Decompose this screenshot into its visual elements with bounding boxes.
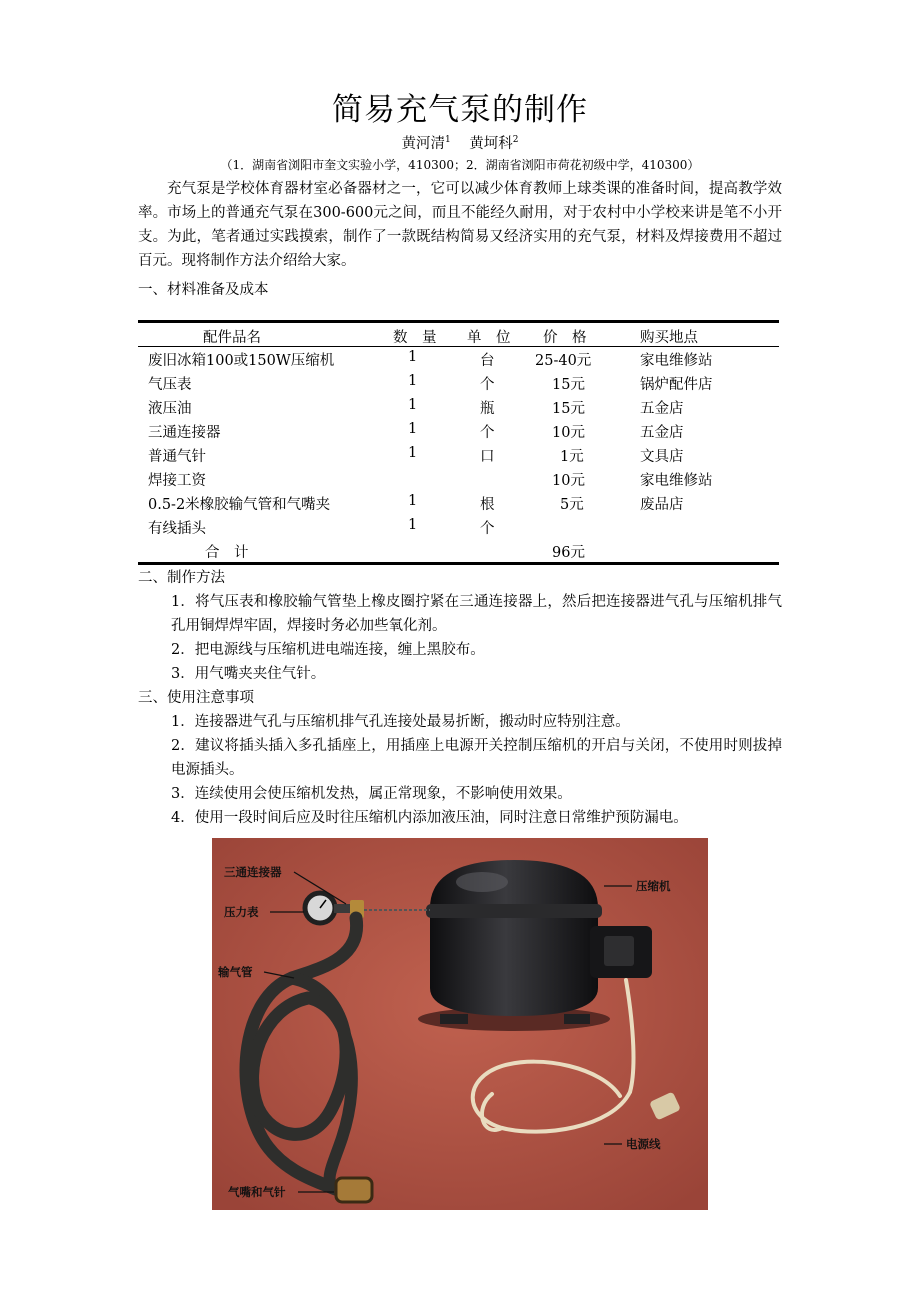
label-connector: 三通连接器	[224, 865, 282, 879]
author-2: 黄坷科	[469, 136, 513, 152]
cell-qty: 1	[408, 445, 418, 461]
label-hose: 输气管	[218, 965, 253, 979]
note-item: 4．使用一段时间后应及时往压缩机内添加液压油，同时注意日常维护预防漏电。	[171, 810, 688, 826]
method-item: 3．用气嘴夹夹住气针。	[171, 666, 326, 682]
pump-photo	[212, 838, 708, 1210]
author-1-sup: 1	[445, 135, 451, 146]
table-bottom-rule	[138, 562, 779, 565]
document-title: 简易充气泵的制作	[332, 92, 588, 128]
table-header-unit: 单 位	[467, 330, 511, 346]
cell-place: 五金店	[640, 401, 684, 417]
total-label: 合 计	[205, 545, 249, 561]
table-header-price: 价 格	[543, 330, 587, 346]
cell-name: 废旧冰箱100或150W压缩机	[148, 353, 335, 369]
cell-qty: 1	[408, 373, 418, 389]
cell-place: 废品店	[640, 497, 684, 513]
cell-unit: 瓶	[480, 401, 495, 417]
cell-unit: 根	[480, 497, 495, 513]
cell-unit: 个	[480, 377, 495, 393]
cell-qty: 1	[408, 349, 418, 365]
cell-unit: 个	[480, 521, 495, 537]
author-2-sup: 2	[512, 135, 519, 146]
note-item: 1．连接器进气孔与压缩机排气孔连接处最易折断，搬动时应特别注意。	[171, 714, 630, 730]
table-header-qty: 数 量	[393, 330, 437, 346]
cell-name: 0.5-2米橡胶输气管和气嘴夹	[148, 497, 331, 513]
cell-qty: 1	[408, 493, 418, 509]
label-gauge: 压力表	[224, 905, 259, 919]
author-1: 黄河清	[401, 136, 446, 152]
cell-qty: 1	[408, 517, 418, 533]
cell-price: 10元	[552, 473, 585, 489]
table-header-name: 配件品名	[203, 330, 261, 346]
table-top-rule	[138, 320, 779, 323]
method-item: 1．将气压表和橡胶输气管垫上橡皮圈拧紧在三通连接器上，然后把连接器进气孔与压缩机排气孔用铜焊焊牢固，焊接时务必加些氧化剂。	[171, 594, 782, 634]
nozzle-clip	[336, 1178, 372, 1202]
label-compressor: 压缩机	[636, 879, 671, 893]
cell-place: 文具店	[640, 449, 684, 465]
cell-unit: 个	[480, 425, 495, 441]
label-nozzle: 气嘴和气针	[228, 1185, 286, 1199]
label-power-cord: 电源线	[626, 1137, 661, 1151]
cell-name: 气压表	[148, 377, 192, 393]
cell-place: 锅炉配件店	[640, 377, 713, 393]
total-value: 96元	[552, 545, 585, 561]
cell-price: 15元	[552, 401, 585, 417]
cell-price: 15元	[552, 377, 585, 393]
cell-name: 有线插头	[148, 521, 206, 537]
cell-name: 液压油	[148, 401, 192, 417]
section-3-heading: 三、使用注意事项	[138, 690, 254, 706]
cell-price: 5元	[560, 497, 584, 513]
affiliation: （1．湖南省浏阳市奎文实验小学，410300；2．湖南省浏阳市荷花初级中学，410300）	[220, 158, 700, 172]
cell-price: 10元	[552, 425, 585, 441]
cell-qty: 1	[408, 421, 418, 437]
cell-place: 家电维修站	[640, 353, 713, 369]
cell-name: 普通气针	[148, 449, 206, 465]
cell-place: 五金店	[640, 425, 684, 441]
cell-name: 三通连接器	[148, 425, 221, 441]
cell-unit: 口	[480, 449, 495, 465]
cell-place: 家电维修站	[640, 473, 713, 489]
method-item: 2．把电源线与压缩机进电端连接，缠上黑胶布。	[171, 642, 485, 658]
cell-price: 1元	[560, 449, 584, 465]
intro-paragraph: 充气泵是学校体育器材室必备器材之一，它可以减少体育教师上球类课的准备时间，提高教学效率。市场上的普通充气泵在300-600元之间，而且不能经久耐用，对于农村中小学校来讲是笔不小开支。为此，笔者通过实践摸索，制作了一款既结构简易又经济实用的充气泵，材料及焊接费用不超过百元。现将制作方法介绍给大家。	[138, 181, 782, 269]
note-item: 2．建议将插头插入多孔插座上，用插座上电源开关控制压缩机的开启与关闭，不使用时则拔掉电源插头。	[171, 738, 782, 778]
note-item: 3．连续使用会使压缩机发热，属正常现象，不影响使用效果。	[171, 786, 572, 802]
cell-name: 焊接工资	[148, 473, 206, 489]
cell-unit: 台	[480, 353, 495, 369]
section-2-heading: 二、制作方法	[138, 570, 225, 586]
authors	[0, 132, 920, 153]
cell-qty: 1	[408, 397, 418, 413]
table-header-place: 购买地点	[640, 330, 698, 346]
cell-price: 25-40元	[535, 353, 592, 369]
section-1-heading: 一、材料准备及成本	[138, 282, 269, 298]
